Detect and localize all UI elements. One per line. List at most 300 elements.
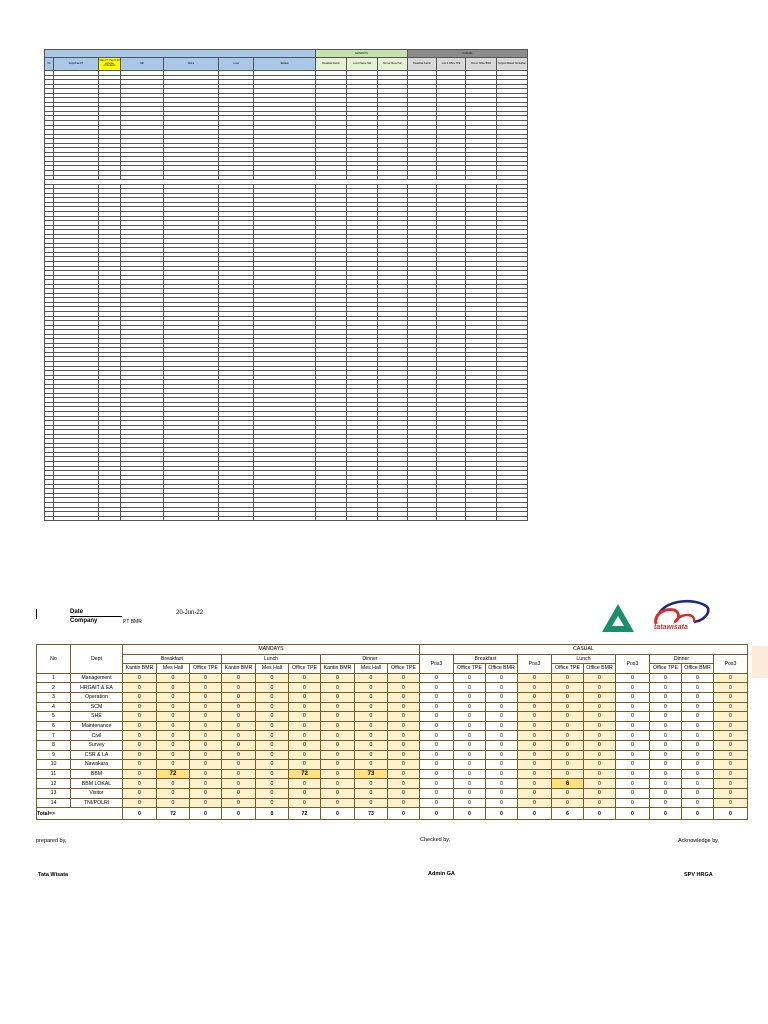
value-cell: 0 [486, 740, 518, 750]
value-cell: 0 [289, 798, 321, 808]
value-cell: 0 [388, 731, 420, 741]
value-cell: 0 [420, 712, 454, 722]
summary-row [37, 798, 748, 808]
mandays-dinner: Dinner [321, 654, 420, 664]
table-cell [408, 516, 437, 521]
value-cell: 0 [388, 673, 420, 683]
row-dept: TNI/POLRI [71, 798, 123, 808]
value-cell: 0 [289, 731, 321, 741]
value-cell: 0 [650, 712, 682, 722]
value-cell: 0 [222, 750, 256, 760]
acknowledge-name: SPV HRGA [684, 872, 713, 878]
total-cell: 0 [388, 808, 420, 820]
value-cell: 0 [321, 673, 355, 683]
value-cell: 0 [552, 683, 584, 693]
value-cell: 0 [222, 731, 256, 741]
column-header: Dinner Mess Hall [378, 58, 408, 71]
value-cell: 0 [518, 760, 552, 770]
value-cell: 0 [552, 769, 584, 779]
value-cell: 0 [682, 683, 714, 693]
value-cell: 0 [650, 692, 682, 702]
value-cell: 0 [454, 692, 486, 702]
value-cell: 0 [518, 712, 552, 722]
value-cell: 0 [616, 712, 650, 722]
value-cell: 0 [355, 712, 388, 722]
row-dept: SCM [71, 702, 123, 712]
value-cell: 0 [355, 683, 388, 693]
header-mandays: MANDAYS [316, 50, 408, 58]
company-value: PT BMR [123, 619, 142, 625]
value-cell: 0 [123, 779, 157, 789]
value-cell: 0 [486, 673, 518, 683]
value-cell: 0 [157, 779, 190, 789]
table-cell [437, 516, 466, 521]
sub-column-header: Kantin BMR [222, 664, 256, 674]
row-dept: HRGAIT & EA [71, 683, 123, 693]
column-header: Date PT: Pay In All expense consultants [99, 58, 121, 71]
value-cell: 0 [190, 721, 222, 731]
value-cell: 0 [518, 769, 552, 779]
value-cell: 0 [222, 673, 256, 683]
total-cell: 0 [123, 808, 157, 820]
value-cell: 0 [682, 740, 714, 750]
value-cell: 0 [190, 712, 222, 722]
value-cell: 0 [420, 788, 454, 798]
value-cell: 0 [682, 798, 714, 808]
logo-wordmark [654, 624, 688, 631]
value-cell: 0 [388, 779, 420, 789]
value-cell: 0 [454, 779, 486, 789]
summary-row [37, 740, 748, 750]
summary-row [37, 683, 748, 693]
column-header: Lunch Office TPE [437, 58, 466, 71]
value-cell: 0 [157, 788, 190, 798]
value-cell: 0 [388, 683, 420, 693]
group-mandays: MANDAYS [123, 645, 420, 655]
value-cell: 0 [552, 673, 584, 683]
value-cell: 0 [123, 721, 157, 731]
value-cell: 0 [388, 750, 420, 760]
prepared-label: prepared by, [36, 838, 67, 844]
value-cell: 0 [714, 683, 748, 693]
detail-table [44, 49, 528, 521]
acknowledge-label: Acknowledge by, [678, 838, 720, 844]
column-header: Dinner Office BMR [466, 58, 497, 71]
total-cell: 0 [650, 808, 682, 820]
table-cell [121, 516, 164, 521]
summary-table [36, 644, 748, 820]
value-cell: 0 [190, 750, 222, 760]
column-header: Breakfast Kantin [408, 58, 437, 71]
value-cell: 0 [714, 779, 748, 789]
value-cell: 73 [355, 769, 388, 779]
column-header: Lunch Mess Hall [347, 58, 378, 71]
value-cell: 0 [616, 769, 650, 779]
value-cell: 0 [222, 683, 256, 693]
value-cell: 0 [256, 750, 289, 760]
date-underline [70, 616, 122, 617]
value-cell: 0 [650, 683, 682, 693]
value-cell: 0 [123, 740, 157, 750]
value-cell: 0 [552, 788, 584, 798]
value-cell: 0 [355, 731, 388, 741]
value-cell: 0 [714, 788, 748, 798]
value-cell: 0 [388, 721, 420, 731]
value-cell: 0 [552, 702, 584, 712]
column-header: Breakfast Kantin [316, 58, 347, 71]
company-label: Company [70, 618, 98, 624]
total-cell: 0 [190, 808, 222, 820]
value-cell: 0 [256, 779, 289, 789]
value-cell: 0 [388, 769, 420, 779]
value-cell: 0 [518, 788, 552, 798]
value-cell: 0 [256, 788, 289, 798]
value-cell: 0 [157, 683, 190, 693]
value-cell: 0 [682, 760, 714, 770]
value-cell: 0 [682, 769, 714, 779]
value-cell: 0 [256, 673, 289, 683]
row-number: 9 [37, 750, 71, 760]
value-cell: 0 [454, 712, 486, 722]
row-dept: Management [71, 673, 123, 683]
value-cell: 0 [222, 740, 256, 750]
row-dept: BBM LOKAL [71, 779, 123, 789]
value-cell: 0 [454, 702, 486, 712]
total-cell: 6 [552, 808, 584, 820]
row-number: 14 [37, 798, 71, 808]
value-cell: 0 [518, 731, 552, 741]
value-cell: 0 [123, 683, 157, 693]
value-cell: 0 [518, 692, 552, 702]
row-number: 2 [37, 683, 71, 693]
value-cell: 0 [222, 798, 256, 808]
casual-dinner: Dinner [650, 654, 714, 664]
value-cell: 0 [222, 779, 256, 789]
value-cell: 0 [355, 702, 388, 712]
row-number: 3 [37, 692, 71, 702]
value-cell: 0 [190, 731, 222, 741]
value-cell: 0 [420, 721, 454, 731]
total-cell: 0 [256, 808, 289, 820]
value-cell: 0 [256, 731, 289, 741]
value-cell: 0 [420, 798, 454, 808]
total-cell: 73 [355, 808, 388, 820]
value-cell: 0 [321, 779, 355, 789]
value-cell: 0 [454, 673, 486, 683]
value-cell: 0 [420, 750, 454, 760]
value-cell: 0 [486, 683, 518, 693]
side-tint [752, 646, 768, 678]
value-cell: 0 [190, 683, 222, 693]
sub-column-header: Kantin BMR [123, 664, 157, 674]
value-cell: 0 [650, 740, 682, 750]
row-number: 8 [37, 740, 71, 750]
value-cell: 0 [584, 683, 616, 693]
value-cell: 0 [123, 788, 157, 798]
value-cell: 0 [518, 683, 552, 693]
value-cell: 0 [552, 731, 584, 741]
checked-name: Admin GA [428, 871, 455, 877]
table-cell [254, 516, 316, 521]
value-cell: 0 [123, 692, 157, 702]
value-cell: 0 [584, 798, 616, 808]
column-header: NIK [121, 58, 164, 71]
value-cell: 0 [584, 760, 616, 770]
value-cell: 6 [552, 779, 584, 789]
value-cell: 0 [190, 779, 222, 789]
row-number: 13 [37, 788, 71, 798]
checked-label: Checked by, [420, 837, 451, 843]
value-cell: 0 [190, 692, 222, 702]
value-cell: 0 [190, 760, 222, 770]
value-cell: 0 [190, 769, 222, 779]
value-cell: 0 [486, 769, 518, 779]
row-dept: Operation [71, 692, 123, 702]
value-cell: 0 [321, 769, 355, 779]
value-cell: 0 [420, 779, 454, 789]
total-cell: 0 [518, 808, 552, 820]
total-cell: 0 [486, 808, 518, 820]
value-cell: 0 [123, 750, 157, 760]
value-cell: 0 [486, 721, 518, 731]
value-cell: 0 [388, 798, 420, 808]
value-cell: 0 [289, 788, 321, 798]
value-cell: 0 [454, 740, 486, 750]
value-cell: 0 [256, 692, 289, 702]
date-label: Date [70, 609, 84, 615]
value-cell: 0 [222, 769, 256, 779]
value-cell: 0 [123, 760, 157, 770]
value-cell: 0 [682, 750, 714, 760]
value-cell: 0 [616, 760, 650, 770]
casual-pos3-a: Pos3 [420, 654, 454, 673]
value-cell: 0 [518, 740, 552, 750]
value-cell: 0 [157, 750, 190, 760]
row-number: 12 [37, 779, 71, 789]
value-cell: 0 [321, 788, 355, 798]
value-cell: 0 [289, 712, 321, 722]
value-cell: 0 [289, 702, 321, 712]
value-cell: 0 [584, 702, 616, 712]
casual-pos3-c: Pos3 [616, 654, 650, 673]
value-cell: 0 [123, 769, 157, 779]
row-dept: CSR & LA [71, 750, 123, 760]
summary-row [37, 760, 748, 770]
value-cell: 0 [486, 788, 518, 798]
value-cell: 0 [518, 750, 552, 760]
value-cell: 0 [650, 788, 682, 798]
value-cell: 0 [190, 673, 222, 683]
value-cell: 0 [650, 769, 682, 779]
value-cell: 0 [123, 712, 157, 722]
group-casual: CASUAL [420, 645, 748, 655]
value-cell: 0 [388, 760, 420, 770]
summary-row [37, 788, 748, 798]
value-cell: 0 [289, 740, 321, 750]
logos [598, 598, 718, 638]
sub-column-header: Mes Hall [355, 664, 388, 674]
value-cell: 0 [388, 702, 420, 712]
summary-row [37, 769, 748, 779]
sub-column-header: Office BMR [682, 664, 714, 674]
text-cursor [36, 609, 37, 619]
header-casual: CASUAL [408, 50, 528, 58]
value-cell: 0 [552, 721, 584, 731]
value-cell: 0 [157, 731, 190, 741]
value-cell: 0 [714, 731, 748, 741]
value-cell: 0 [584, 779, 616, 789]
value-cell: 0 [190, 798, 222, 808]
value-cell: 0 [321, 721, 355, 731]
value-cell: 0 [355, 788, 388, 798]
column-header: Jabatan [254, 58, 316, 71]
value-cell: 0 [289, 692, 321, 702]
table-cell [45, 516, 54, 521]
table-row [45, 516, 528, 521]
detail-body [45, 71, 528, 521]
value-cell: 0 [552, 740, 584, 750]
value-cell: 0 [123, 673, 157, 683]
value-cell: 0 [289, 673, 321, 683]
summary-row [37, 692, 748, 702]
value-cell: 0 [355, 692, 388, 702]
value-cell: 0 [616, 750, 650, 760]
value-cell: 0 [714, 673, 748, 683]
value-cell: 0 [682, 702, 714, 712]
value-cell: 0 [190, 702, 222, 712]
row-dept: Visitor [71, 788, 123, 798]
sub-column-header: Office TPE [454, 664, 486, 674]
value-cell: 0 [584, 731, 616, 741]
value-cell: 0 [157, 798, 190, 808]
value-cell: 0 [682, 673, 714, 683]
value-cell: 0 [552, 692, 584, 702]
sub-column-header: Mes Hall [157, 664, 190, 674]
value-cell: 0 [650, 760, 682, 770]
value-cell: 0 [486, 779, 518, 789]
value-cell: 0 [650, 702, 682, 712]
summary-row [37, 673, 748, 683]
value-cell: 0 [552, 750, 584, 760]
value-cell: 0 [714, 712, 748, 722]
sub-column-header: Office TPE [289, 664, 321, 674]
value-cell: 0 [454, 683, 486, 693]
value-cell: 0 [222, 760, 256, 770]
value-cell: 0 [682, 731, 714, 741]
value-cell: 0 [420, 731, 454, 741]
table-cell [347, 516, 378, 521]
summary-row [37, 750, 748, 760]
value-cell: 0 [518, 673, 552, 683]
total-label: Total=> [37, 808, 123, 820]
table-cell [164, 516, 219, 521]
row-number: 1 [37, 673, 71, 683]
value-cell: 0 [123, 702, 157, 712]
sub-column-header: Kantin BMR [321, 664, 355, 674]
value-cell: 0 [289, 779, 321, 789]
table-cell [316, 516, 347, 521]
value-cell: 0 [454, 731, 486, 741]
casual-breakfast: Breakfast [454, 654, 518, 664]
value-cell: 0 [584, 740, 616, 750]
value-cell: 0 [454, 788, 486, 798]
value-cell: 0 [420, 740, 454, 750]
value-cell: 0 [190, 788, 222, 798]
value-cell: 0 [454, 750, 486, 760]
value-cell: 0 [321, 750, 355, 760]
table-cell [497, 516, 528, 521]
row-number: 10 [37, 760, 71, 770]
value-cell: 0 [714, 740, 748, 750]
value-cell: 0 [420, 760, 454, 770]
column-header: Support Makan Tambahan [497, 58, 528, 71]
value-cell: 0 [650, 721, 682, 731]
value-cell: 0 [420, 673, 454, 683]
value-cell: 0 [355, 798, 388, 808]
value-cell: 0 [650, 673, 682, 683]
sub-column-header: Office BMR [584, 664, 616, 674]
row-number: 5 [37, 712, 71, 722]
row-dept: Maintenance [71, 721, 123, 731]
value-cell: 0 [616, 779, 650, 789]
value-cell: 0 [584, 692, 616, 702]
value-cell: 0 [157, 692, 190, 702]
value-cell: 0 [157, 702, 190, 712]
value-cell: 0 [650, 779, 682, 789]
date-value: 20-Jun-22 [176, 610, 204, 616]
value-cell: 0 [355, 760, 388, 770]
value-cell: 0 [714, 692, 748, 702]
total-cell: 0 [420, 808, 454, 820]
value-cell: 0 [256, 760, 289, 770]
value-cell: 0 [256, 769, 289, 779]
value-cell: 0 [321, 798, 355, 808]
value-cell: 0 [289, 750, 321, 760]
total-cell: 0 [584, 808, 616, 820]
detail-sheet [44, 49, 527, 521]
value-cell: 0 [454, 798, 486, 808]
sub-column-header: Office TPE [650, 664, 682, 674]
total-cell: 0 [321, 808, 355, 820]
value-cell: 0 [222, 721, 256, 731]
total-cell: 0 [222, 808, 256, 820]
total-row [37, 808, 748, 820]
value-cell: 0 [616, 731, 650, 741]
value-cell: 0 [552, 798, 584, 808]
casual-pos3-b: Pos3 [518, 654, 552, 673]
value-cell: 0 [355, 750, 388, 760]
value-cell: 0 [420, 692, 454, 702]
value-cell: 0 [157, 740, 190, 750]
value-cell: 0 [518, 779, 552, 789]
table-cell [99, 516, 121, 521]
value-cell: 0 [616, 740, 650, 750]
row-dept: SHE [71, 712, 123, 722]
value-cell: 0 [486, 712, 518, 722]
column-header: Level [219, 58, 254, 71]
summary-body [37, 673, 748, 819]
total-cell: 72 [289, 808, 321, 820]
value-cell: 0 [256, 683, 289, 693]
mandays-breakfast: Breakfast [123, 654, 222, 664]
value-cell: 0 [157, 760, 190, 770]
value-cell: 0 [222, 712, 256, 722]
value-cell: 0 [157, 721, 190, 731]
value-cell: 0 [222, 692, 256, 702]
value-cell: 0 [289, 760, 321, 770]
casual-pos3-d: Pos3 [714, 654, 748, 673]
value-cell: 0 [321, 740, 355, 750]
